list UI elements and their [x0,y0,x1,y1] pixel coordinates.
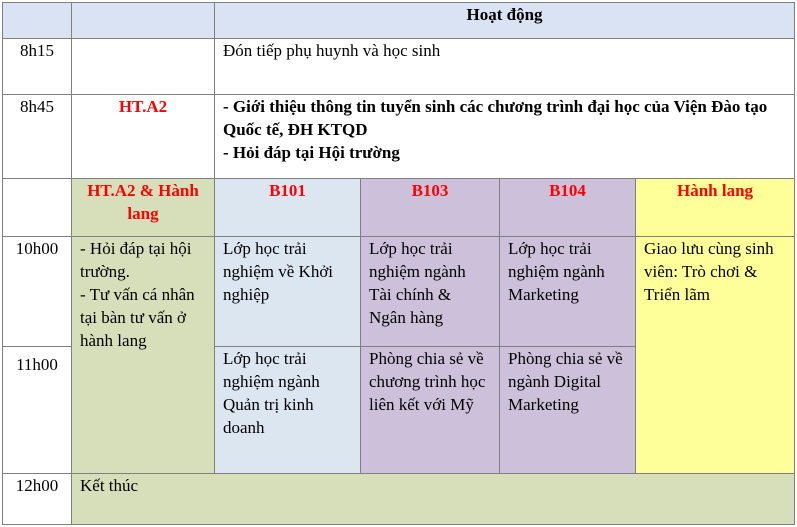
location-hallway: Hành lang [636,179,795,237]
activity-8h45-line-1: - Giới thiệu thông tin tuyển sinh các chương trình đại học của Viện Đào tạo Quốc tế, ĐH KTQD [223,97,768,139]
activity-8h45-line-2: - Hỏi đáp tại Hội trường [223,143,400,162]
location-b103: B103 [361,179,500,237]
header-room-cell [72,3,215,39]
row-8h45 [3,95,795,179]
location-ht-a2: HT.A2 & Hành lang [72,179,215,237]
time-8h15: 8h15 [3,39,72,95]
b101-11h00: Lớp học trải nghiệm ngành Quản trị kinh doanh [215,347,361,474]
time-10h00: 10h00 [3,237,72,347]
room-8h15 [72,39,215,95]
row-12h00 [3,474,795,525]
activity-8h15: Đón tiếp phụ huynh và học sinh [215,39,795,95]
activity-12h00: Kết thúc [72,474,795,525]
location-b101: B101 [215,179,361,237]
ht-a2-activity: - Hỏi đáp tại hội trường. - Tư vấn cá nhân tại bàn tư vấn ở hành lang [72,237,215,474]
locations-time-cell [3,179,72,237]
location-b104: B104 [500,179,636,237]
locations-row [3,179,795,237]
b104-10h00: Lớp học trải nghiệm ngành Marketing [500,237,636,347]
header-row [3,3,795,39]
activity-8h45 [215,95,795,179]
hallway-activity: Giao lưu cùng sinh viên: Trò chơi & Triển lãm [636,237,795,474]
row-10h00 [3,237,795,347]
header-activity: Hoạt động [215,3,795,39]
b103-10h00: Lớp học trải nghiệm ngành Tài chính & Ngân hàng [361,237,500,347]
schedule-table [2,2,795,525]
room-8h45: HT.A2 [72,95,215,179]
b104-11h00: Phòng chia sẻ về ngành Digital Marketing [500,347,636,474]
time-12h00: 12h00 [3,474,72,525]
time-11h00: 11h00 [3,347,72,474]
b101-10h00: Lớp học trải nghiệm về Khởi nghiệp [215,237,361,347]
header-time-cell [3,3,72,39]
time-8h45: 8h45 [3,95,72,179]
b103-11h00: Phòng chia sẻ về chương trình học liên kết với Mỹ [361,347,500,474]
row-8h15 [3,39,795,95]
